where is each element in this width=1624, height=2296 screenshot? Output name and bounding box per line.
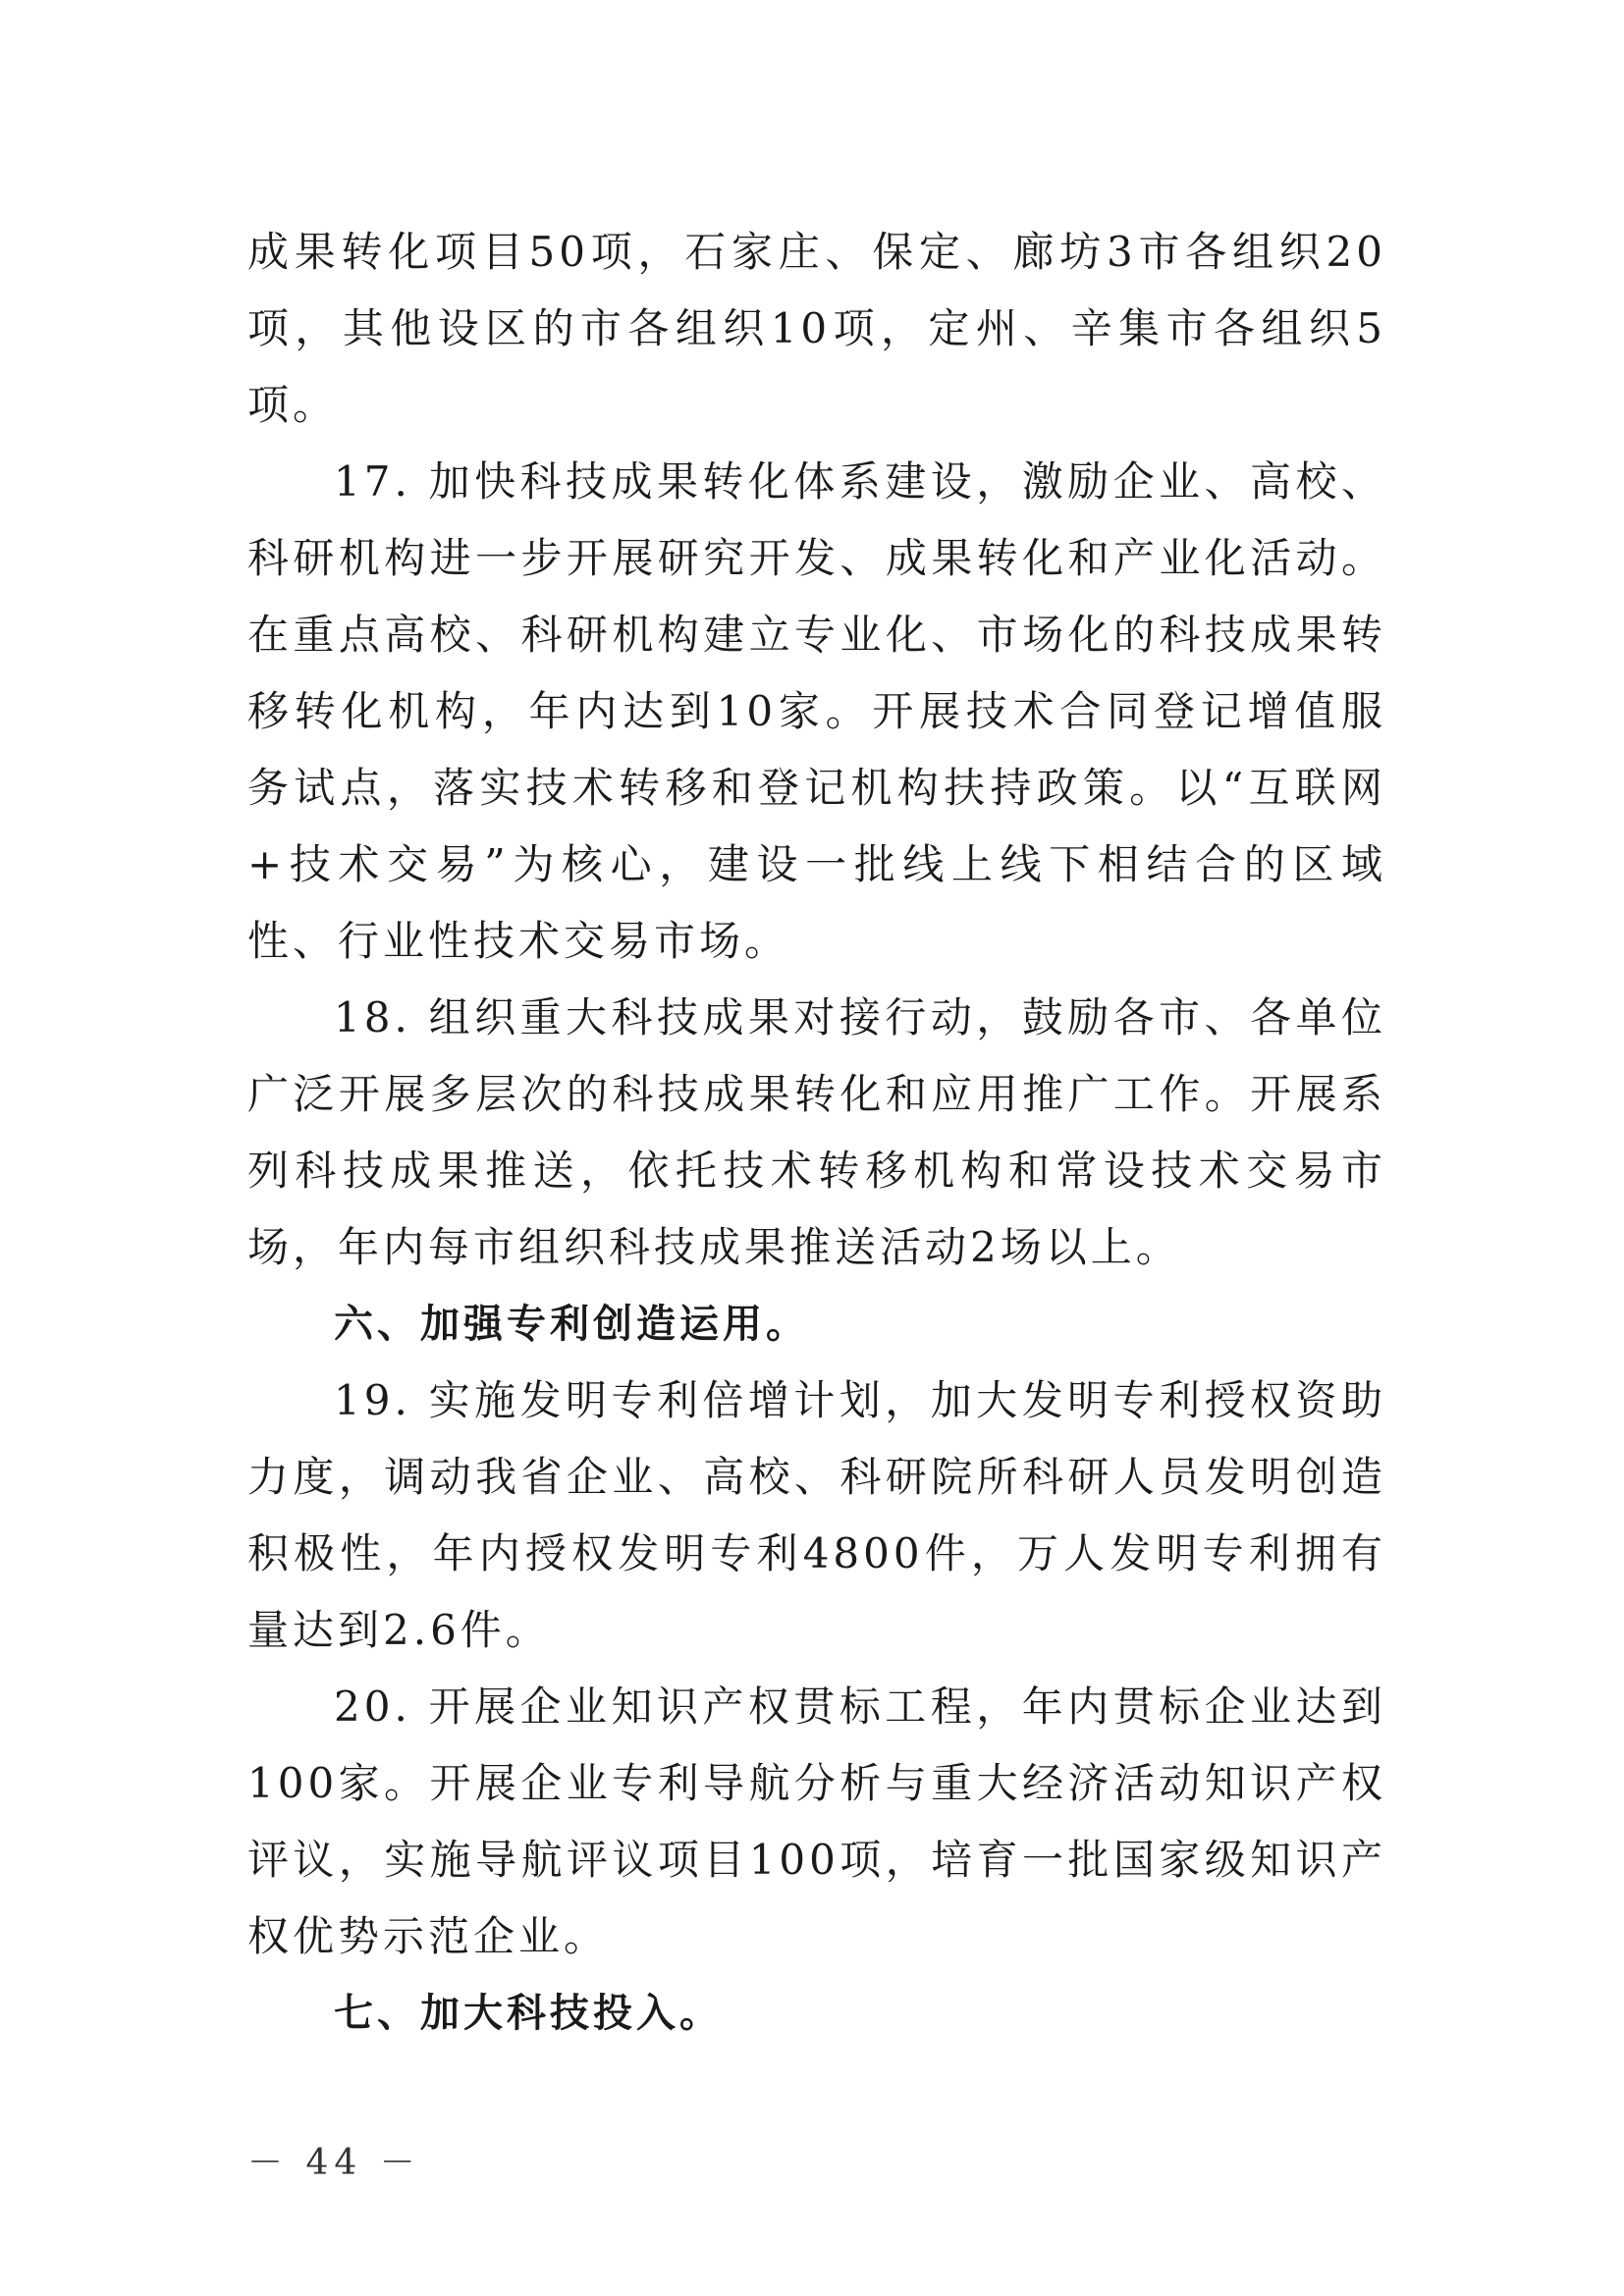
- section-heading-7: 七、加大科技投入。: [334, 1991, 723, 2036]
- paragraph-item-17: 17. 加快科技成果转化体系建设，激励企业、高校、科研机构进一步开展研究开发、成果转化和产业化活动。在重点高校、科研机构建立专业化、市场化的科技成果转移转化机构，年内达到10家。开展技术合同登记增值服务试点，落实技术转移和登记机构扶持政策。以“互联网+技术交易”为核心，建设一批线上线下相结合的区域性、行业性技术交易市场。: [247, 457, 1386, 965]
- paragraph-item-19: 19. 实施发明专利倍增计划，加大发明专利授权资助力度，调动我省企业、高校、科研院所科研人员发明创造积极性，年内授权发明专利4800件，万人发明专利拥有量达到2.6件。: [247, 1376, 1386, 1654]
- paragraph-continuation: 成果转化项目50项，石家庄、保定、廊坊3市各组织20项，其他设区的市各组织10项，定州、辛集市各组织5项。: [247, 228, 1386, 429]
- page-number: － 44 －: [247, 2143, 421, 2183]
- section-heading-6: 六、加强专利创造运用。: [334, 1302, 809, 1347]
- paragraph-item-18: 18. 组织重大科技成果对接行动，鼓励各市、各单位广泛开展多层次的科技成果转化和应用推广工作。开展系列科技成果推送，依托技术转移机构和常设技术交易市场，年内每市组织科技成果推送活动2场以上。: [247, 993, 1386, 1271]
- paragraph-item-20: 20. 开展企业知识产权贯标工程，年内贯标企业达到100家。开展企业专利导航分析与重大经济活动知识产权评议，实施导航评议项目100项，培育一批国家级知识产权优势示范企业。: [247, 1682, 1386, 1960]
- document-body: [247, 214, 1386, 2052]
